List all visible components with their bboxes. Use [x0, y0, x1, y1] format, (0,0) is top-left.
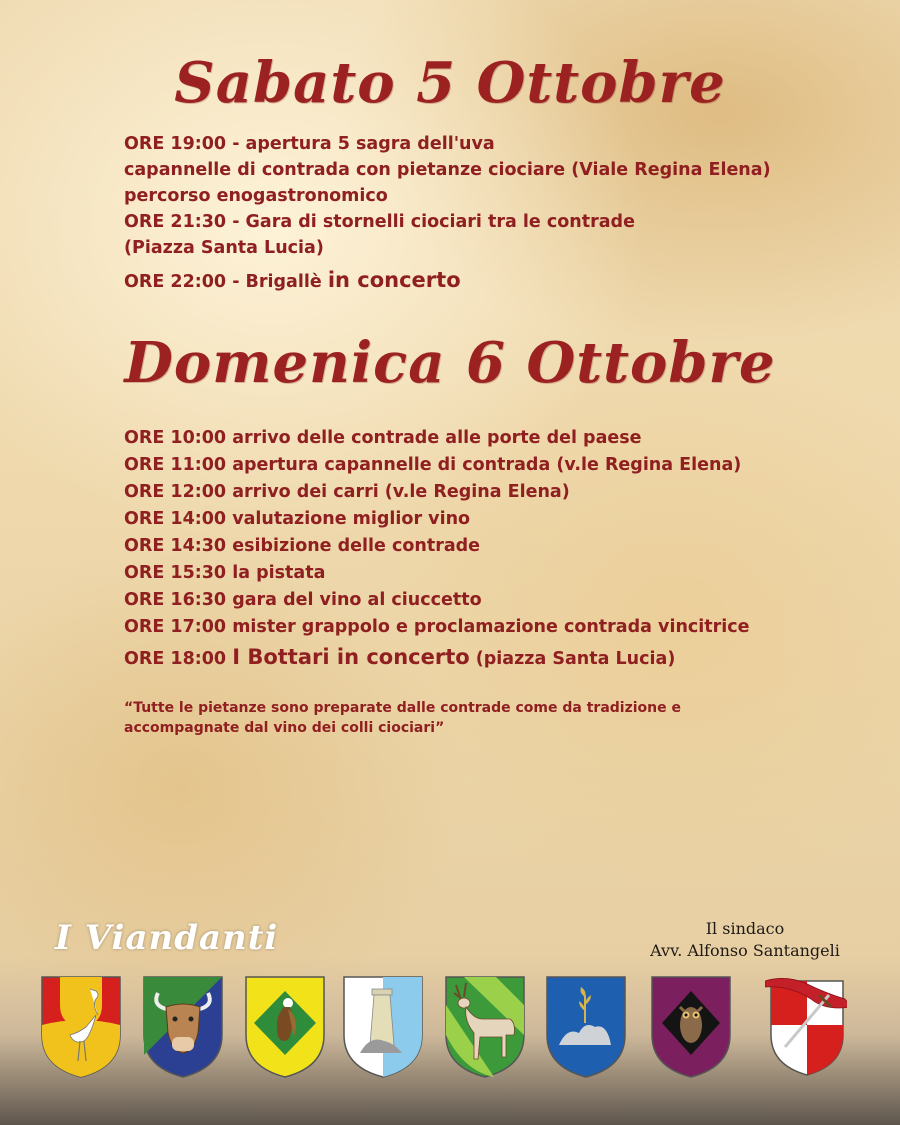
wheat-shield [545, 975, 627, 1079]
sunday-line: ORE 16:30 gara del vino al ciuccetto [124, 590, 482, 610]
sunday-line: ORE 14:00 valutazione miglior vino [124, 509, 471, 529]
viandanti-logo: I Viandanti [55, 918, 279, 958]
heron-shield [40, 975, 122, 1079]
sunday-line: ORE 15:30 la pistata [124, 563, 326, 583]
sunday-line: ORE 14:30 esibizione delle contrade [124, 536, 481, 556]
sword-shield [765, 975, 847, 1079]
sindaco-signature [640, 918, 850, 962]
sindaco-title: Il sindaco [705, 919, 785, 938]
sunday-line: ORE 12:00 arrivo dei carri (v.le Regina Elena) [124, 482, 570, 502]
sunday-concert-label: I Bottari in concerto [232, 645, 470, 669]
sunday-line-concert [124, 645, 675, 669]
saturday-title: Sabato 5 Ottobre [174, 50, 726, 116]
sunday-line: ORE 17:00 mister grappolo e proclamazione contrada vincitrice [124, 617, 750, 637]
tower-shield [342, 975, 424, 1079]
ox-shield [142, 975, 224, 1079]
owl-icon [680, 1007, 702, 1043]
saturday-concert-time: ORE 22:00 - Brigallè [124, 272, 328, 292]
owl-shield [650, 975, 732, 1079]
saturday-line: percorso enogastronomico [124, 186, 388, 206]
sunday-concert-time: ORE 18:00 [124, 649, 233, 669]
sunday-line: ORE 11:00 apertura capannelle di contrada (v.le Regina Elena) [124, 455, 742, 475]
sindaco-name: Avv. Alfonso Santangeli [650, 941, 840, 960]
saturday-concert-label: in concerto [327, 268, 461, 292]
eagle-shield [244, 975, 326, 1079]
saturday-line-concert [124, 268, 461, 292]
saturday-line: capannelle di contrada con pietanze ciociare (Viale Regina Elena) [124, 160, 771, 180]
sunday-concert-place: (piazza Santa Lucia) [469, 649, 676, 669]
quote-note: “Tutte le pietanze sono preparate dalle contrade come da tradizione e accompagnate dal vino dei colli ciociari” [124, 700, 681, 736]
saturday-line: ORE 19:00 - apertura 5 sagra dell'uva [124, 134, 495, 154]
sunday-line: ORE 10:00 arrivo delle contrade alle porte del paese [124, 428, 642, 448]
deer-shield [444, 975, 526, 1079]
saturday-line: (Piazza Santa Lucia) [124, 238, 324, 258]
sunday-title: Domenica 6 Ottobre [124, 330, 776, 396]
saturday-line: ORE 21:30 - Gara di stornelli ciociari tra le contrade [124, 212, 635, 232]
